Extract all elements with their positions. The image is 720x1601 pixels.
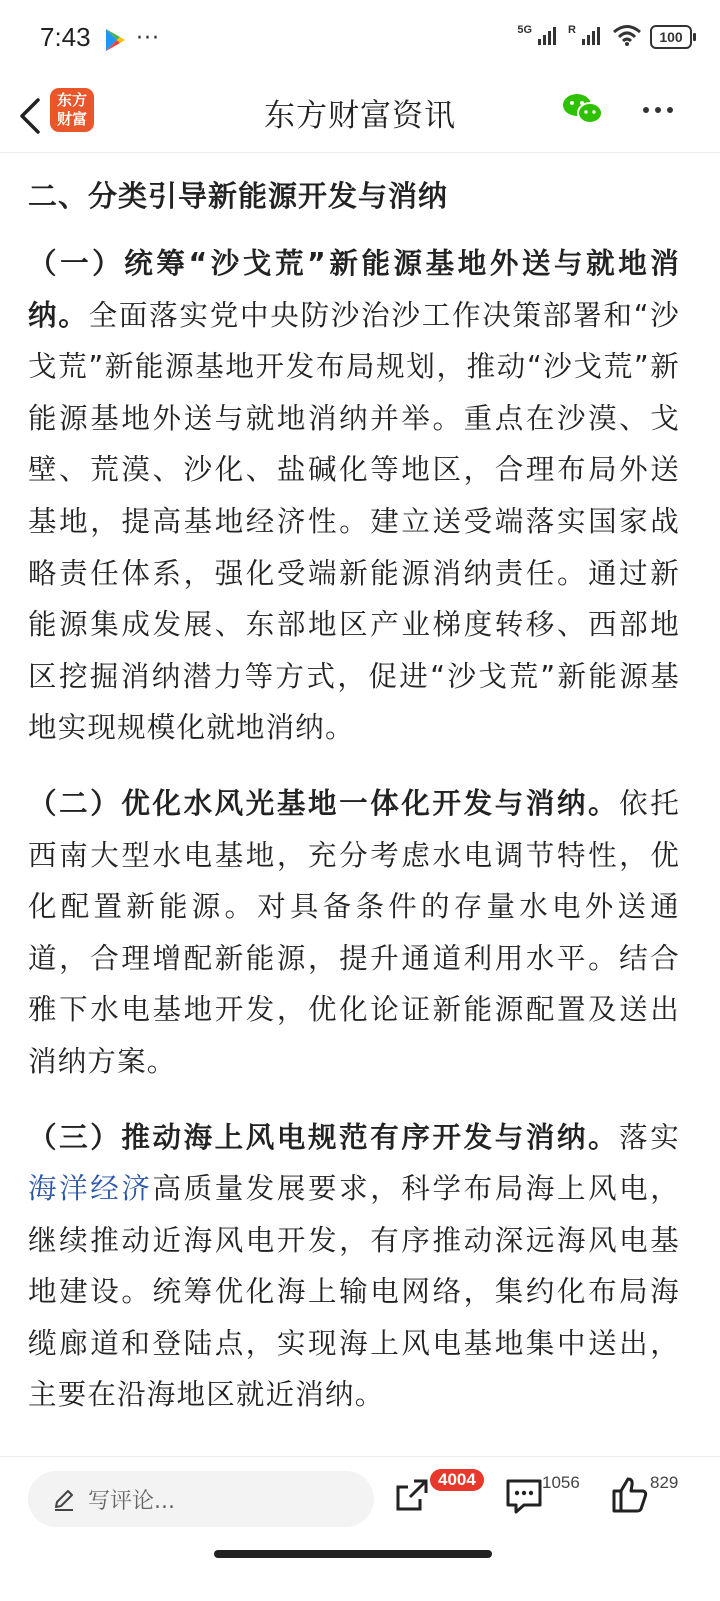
paragraph-3-text-b: 高质量发展要求，科学布局海上风电，继续推动近海风电开发，有序推动深远海风电基地建设。统筹优化海上输电网络，集约化布局海缆廊道和登陆点，实现海上风电基地集中送出，主要在沿海地区就近消纳。 bbox=[28, 1172, 680, 1412]
signal-bars-icon bbox=[538, 25, 560, 49]
home-indicator[interactable] bbox=[214, 1550, 492, 1558]
signal-5g-label: 5G bbox=[517, 24, 533, 36]
bottom-action-bar bbox=[0, 1456, 720, 1601]
play-store-icon bbox=[104, 28, 126, 56]
share-icon bbox=[392, 1475, 432, 1515]
pencil-icon bbox=[52, 1487, 76, 1511]
battery-indicator: 100 bbox=[650, 25, 692, 49]
comment-icon bbox=[504, 1475, 544, 1515]
wechat-share-button[interactable] bbox=[562, 92, 604, 130]
page-title: 东方财富资讯 bbox=[264, 98, 456, 134]
logo-text-line1: 东方 bbox=[56, 91, 87, 109]
article-paragraph-2 bbox=[28, 778, 680, 1088]
article-body bbox=[28, 170, 680, 1445]
more-options-button[interactable] bbox=[640, 90, 680, 130]
paragraph-3-text-a: 落实 bbox=[619, 1120, 680, 1154]
ocean-economy-link[interactable]: 海洋经济 bbox=[28, 1172, 153, 1206]
comment-input[interactable] bbox=[28, 1471, 374, 1527]
top-nav-bar bbox=[0, 82, 720, 153]
logo-text-line2: 财富 bbox=[56, 110, 87, 128]
wifi-icon bbox=[612, 24, 642, 50]
section-heading: 二、分类引导新能源开发与消纳 bbox=[28, 179, 449, 213]
like-count: 829 bbox=[650, 1473, 679, 1492]
paragraph-3-heading: （三）推动海上风电规范有序开发与消纳。 bbox=[28, 1120, 620, 1154]
signal-roaming-label: R bbox=[568, 24, 576, 36]
share-count-badge: 4004 bbox=[430, 1469, 484, 1491]
signal-bars-icon bbox=[582, 25, 604, 49]
thumbs-up-icon bbox=[610, 1475, 650, 1515]
status-indicators bbox=[517, 24, 692, 50]
wechat-icon bbox=[562, 92, 604, 126]
comment-count: 1056 bbox=[542, 1473, 580, 1492]
comment-placeholder: 写评论... bbox=[88, 1488, 175, 1514]
status-bar bbox=[0, 0, 720, 82]
paragraph-2-text: 依托西南大型水电基地，充分考虑水电调节特性，优化配置新能源。对具备条件的存量水电外送通道，合理增配新能源，提升通道利用水平。结合雅下水电基地开发，优化论证新能源配置及送出消纳方案。 bbox=[28, 786, 680, 1078]
article-paragraph-3 bbox=[28, 1112, 680, 1422]
paragraph-1-text: 全面落实党中央防沙治沙工作决策部署和“沙戈荒”新能源基地开发布局规划，推动“沙戈荒”新能源基地外送与就地消纳并举。重点在沙漠、戈壁、荒漠、沙化、盐碱化等地区，合理布局外送基地，提高基地经济性。建立送受端落实国家战略责任体系，强化受端新能源消纳责任。通过新能源集成发展、东部地区产业梯度转移、西部地区挖掘消纳潜力等方式，促进“沙戈荒”新能源基地实现规模化就地消纳。 bbox=[28, 298, 680, 745]
status-time: 7:43 bbox=[40, 22, 91, 52]
paragraph-2-heading: （二）优化水风光基地一体化开发与消纳。 bbox=[28, 786, 620, 820]
more-horizontal-icon bbox=[640, 90, 680, 130]
paragraph-1-heading: （一）统筹“沙戈荒”新能源基地外送与就地消纳。 bbox=[28, 247, 680, 332]
status-more-dots: ··· bbox=[136, 26, 160, 51]
article-paragraph-1 bbox=[28, 238, 680, 754]
